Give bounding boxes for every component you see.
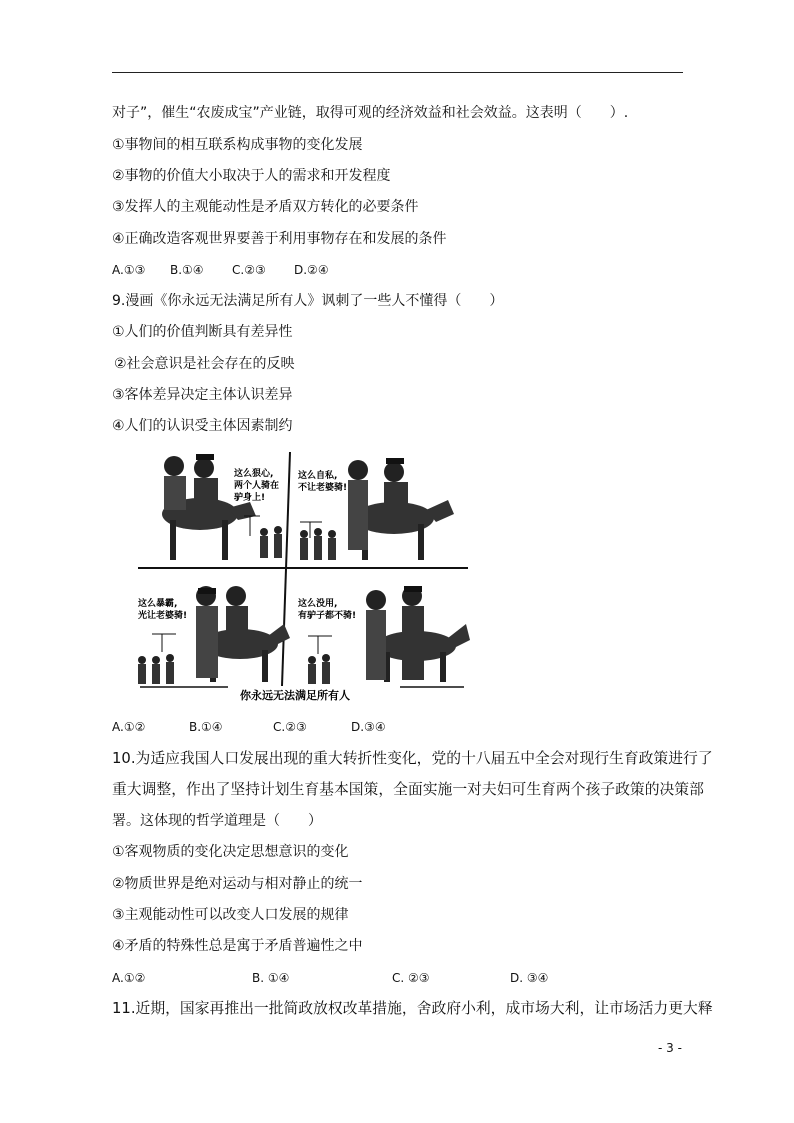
- q8-option-a: A.①③: [112, 263, 146, 277]
- q10-item-4: ④矛盾的特殊性总是寓于矛盾普遍性之中: [112, 938, 363, 954]
- comic-bubble-3-line-2: 光让老婆骑!: [138, 611, 188, 621]
- q8-stem: 对子”，催生“农废成宝”产业链，取得可观的经济效益和社会效益。这表明（ ）.: [112, 105, 629, 121]
- comic-bubble-1: [233, 467, 279, 503]
- q10-option-b: B. ①④: [252, 971, 290, 985]
- q8-item-3: ③发挥人的主观能动性是矛盾双方转化的必要条件: [112, 199, 419, 215]
- comic-bubble-4: [298, 597, 356, 621]
- q8-option-c: C.②③: [232, 263, 266, 277]
- q9-item-4: ④人们的认识受主体因素制约: [112, 418, 293, 434]
- comic-bubble-3-line-1: 这么暴霸,: [138, 599, 178, 609]
- q9-option-d: D.③④: [351, 720, 386, 734]
- q9-stem: 9.漫画《你永远无法满足所有人》讽刺了一些人不懂得（ ）: [112, 293, 504, 309]
- q11-stem-line-1: 11.近期，国家再推出一批简政放权改革措施，舍政府小利，成市场大利，让市场活力更大释: [112, 1000, 713, 1017]
- comic-bubble-1-line-3: 驴身上!: [234, 493, 266, 503]
- q9-option-b: B.①④: [189, 720, 223, 734]
- q8-item-4: ④正确改造客观世界要善于利用事物存在和发展的条件: [112, 231, 447, 247]
- q8-options: [112, 261, 354, 279]
- q8-option-d: D.②④: [294, 263, 329, 277]
- q8-option-b: B.①④: [170, 263, 204, 277]
- comic-bubble-3: [138, 597, 187, 621]
- comic-illustration: [132, 446, 472, 704]
- q9-item-3: ③客体差异决定主体认识差异: [112, 387, 293, 403]
- q10-options: [112, 969, 570, 987]
- comic-bubble-2-line-2: 不让老婆骑!: [298, 483, 348, 493]
- q10-stem-line-1: 10.为适应我国人口发展出现的重大转折性变化，党的十八届五中全会对现行生育政策进行了: [112, 750, 713, 767]
- q8-item-2: ②事物的价值大小取决于人的需求和开发程度: [112, 168, 391, 184]
- q9-item-1: ①人们的价值判断具有差异性: [112, 324, 293, 340]
- q9-item-2: ②社会意识是社会存在的反映: [114, 356, 295, 372]
- page-number: - 3 -: [658, 1041, 682, 1055]
- q10-stem-line-3: 署。这体现的哲学道理是（ ）: [112, 813, 322, 829]
- q10-item-2: ②物质世界是绝对运动与相对静止的统一: [112, 876, 363, 892]
- comic-caption: 你永远无法满足所有人: [240, 689, 350, 702]
- q10-option-c: C. ②③: [392, 971, 430, 985]
- comic-bubble-1-line-1: 这么狠心,: [234, 469, 274, 479]
- q10-item-3: ③主观能动性可以改变人口发展的规律: [112, 907, 349, 923]
- q9-option-a: A.①②: [112, 720, 146, 734]
- q10-option-d: D. ③④: [510, 971, 549, 985]
- header-rule: [112, 72, 683, 73]
- q10-item-1: ①客观物质的变化决定思想意识的变化: [112, 844, 349, 860]
- comic-bubble-4-line-2: 有驴子都不骑!: [298, 611, 357, 621]
- q10-option-a: A.①②: [112, 971, 146, 985]
- comic-bubble-4-line-1: 这么没用,: [298, 599, 338, 609]
- comic-bubble-2: [298, 469, 347, 493]
- q10-stem-line-2: 重大调整，作出了坚持计划生育基本国策，全面实施一对夫妇可生育两个孩子政策的决策部: [112, 781, 704, 798]
- q9-option-c: C.②③: [273, 720, 307, 734]
- q9-options: [112, 718, 411, 736]
- comic-bubble-2-line-1: 这么自私,: [298, 471, 338, 481]
- q8-item-1: ①事物间的相互联系构成事物的变化发展: [112, 137, 363, 153]
- comic-bubble-1-line-2: 两个人骑在: [234, 481, 280, 491]
